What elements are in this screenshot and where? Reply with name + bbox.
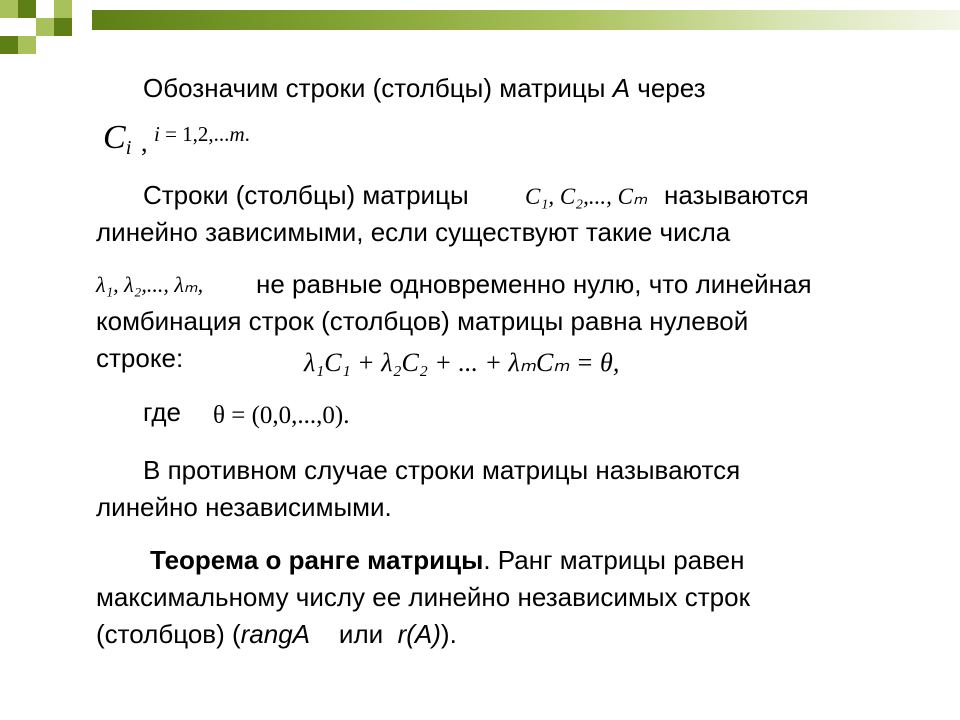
ci-letter: C [103,119,126,156]
index-dot: . [244,122,250,146]
deco-square [18,36,36,54]
text-line-2 [143,177,469,214]
text-line-7 [143,394,181,431]
deco-square [54,0,72,18]
formula-lambdas: λ₁, λ₂,..., λₘ, [96,272,204,297]
ci-sub: i [125,137,132,160]
text-line-9 [96,489,392,526]
header-gradient-bar [92,10,960,30]
text-line-5 [96,303,748,340]
text: линейно зависимыми, если существуют такие числа [96,217,731,247]
deco-square [54,18,72,36]
text-line-6 [96,340,183,377]
r-notation: r(A) [397,619,441,649]
text-line-10 [150,542,744,579]
text: называются [664,180,809,210]
text-line-12 [96,616,457,653]
text-line-2-end [664,177,809,214]
text-line-3 [96,214,730,251]
text-line-11 [96,579,750,616]
formula-linear-combination: λ₁C₁ + λ₂C₂ + ... + λₘCₘ = θ, [304,348,620,377]
matrix-var: A [612,73,631,103]
rang-notation: rangA [240,619,311,649]
text-line-1 [143,70,706,107]
text: (столбцов) ( [96,619,241,649]
text: комбинация строк (столбцов) матрицы равна нулевой [96,306,749,336]
index-var: i [154,122,160,146]
text: В противном случае строки матрицы называются [143,455,741,485]
theorem-title: Теорема о ранге матрицы [150,545,484,575]
text: через [630,73,706,103]
deco-square [18,0,36,18]
index-range: = 1,2,... [159,122,230,146]
text: не равные одновременно нулю, что линейная [256,269,812,299]
deco-square [36,18,54,36]
formula-rows-list: C₁, C₂,..., Cₘ [525,184,648,209]
text: максимальному числу ее линейно независимых строк [96,582,750,612]
deco-square [0,0,18,18]
formula-index-range [154,122,250,147]
text: линейно независимыми. [96,492,392,522]
index-m: m [229,122,245,146]
formula-ci [103,118,131,168]
text: Обозначим строки (столбцы) матрицы [143,73,613,103]
text: Строки (столбцы) матрицы [143,180,469,210]
text: или [310,619,398,649]
text: . Ранг матрицы равен [483,545,745,575]
formula-theta: θ = (0,0,...,0). [213,402,350,429]
text: ). [440,619,457,649]
text-line-8 [143,452,740,489]
text: где [143,397,181,427]
text-line-4 [256,266,812,303]
deco-square [0,36,18,54]
formula-comma: , [141,128,148,157]
text: строке: [96,343,184,373]
